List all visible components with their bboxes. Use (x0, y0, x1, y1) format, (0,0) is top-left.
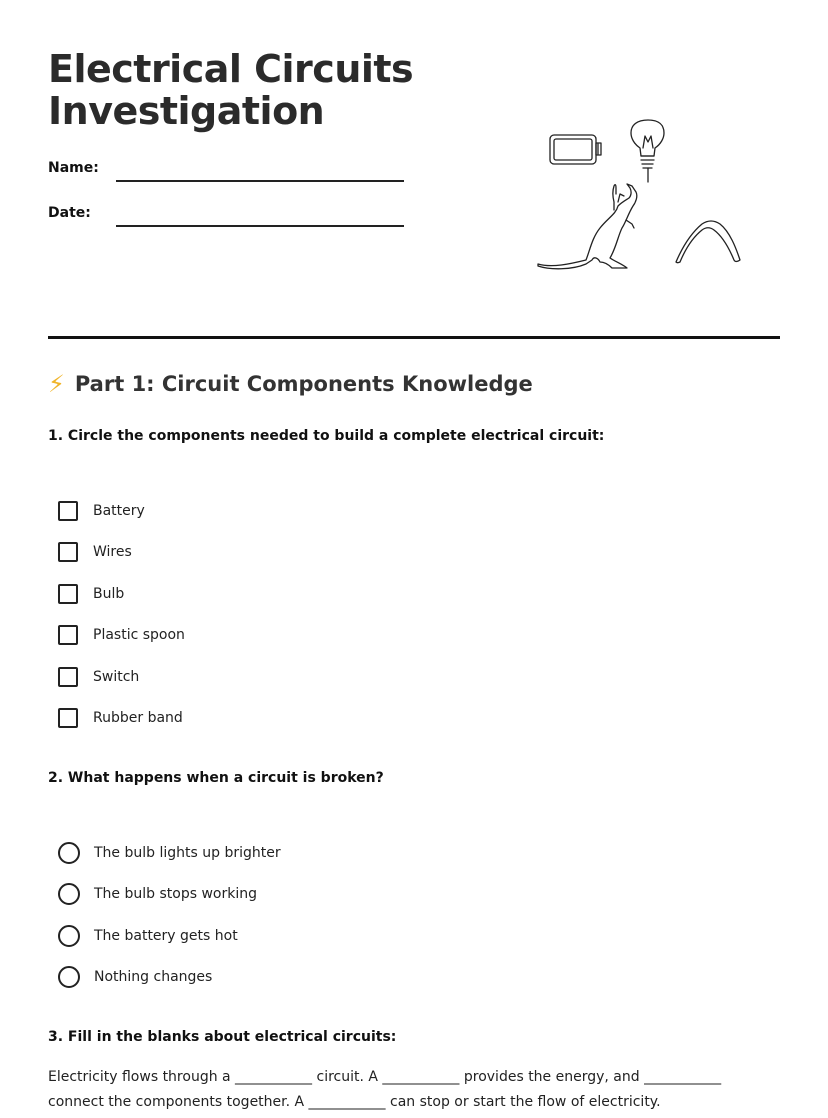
question-1-options (58, 490, 185, 739)
date-input[interactable] (116, 225, 404, 227)
checkbox[interactable] (58, 625, 78, 645)
checkbox-label: Wires (93, 544, 132, 561)
light-bulb-icon (631, 120, 664, 182)
question-2-options (58, 832, 281, 998)
name-field-row (48, 156, 408, 186)
name-label: Name: (48, 160, 99, 176)
date-label: Date: (48, 205, 91, 221)
boomerang-icon (676, 221, 740, 263)
question-2: 2. What happens when a circuit is broken? (48, 770, 384, 786)
name-input[interactable] (116, 180, 404, 182)
radio-label: Nothing changes (94, 969, 213, 986)
lightning-icon: ⚡ (48, 370, 65, 398)
radio-label: The bulb stops working (94, 886, 257, 903)
checkbox[interactable] (58, 667, 78, 687)
radio-button[interactable] (58, 966, 80, 988)
checkbox[interactable] (58, 542, 78, 562)
part1-heading-text: Part 1: Circuit Components Knowledge (74, 372, 533, 396)
radio-button[interactable] (58, 883, 80, 905)
radio-button[interactable] (58, 842, 80, 864)
checkbox-option[interactable] (58, 573, 185, 615)
radio-option[interactable] (58, 874, 281, 916)
checkbox-option[interactable] (58, 698, 185, 740)
radio-option[interactable] (58, 832, 281, 874)
checkbox-label: Plastic spoon (93, 627, 185, 644)
checkbox[interactable] (58, 584, 78, 604)
checkbox-label: Battery (93, 502, 145, 519)
fill-in-blanks-paragraph: Electricity flows through a ___________ circuit. A ___________ provides the energy, and ___________ connect the components together. A ___________ can stop or start the flow of electricity. (48, 1069, 722, 1110)
radio-button[interactable] (58, 925, 80, 947)
radio-label: The bulb lights up brighter (94, 844, 281, 861)
checkbox-option[interactable] (58, 656, 185, 698)
battery-icon (550, 135, 601, 164)
worksheet-title: Electrical Circuits Investigation (48, 47, 414, 133)
checkbox-label: Bulb (93, 585, 125, 602)
checkbox[interactable] (58, 501, 78, 521)
kangaroo-icon (538, 184, 637, 269)
checkbox-label: Rubber band (93, 710, 183, 727)
checkbox-option[interactable] (58, 532, 185, 574)
radio-option[interactable] (58, 915, 281, 957)
header-illustration (530, 110, 750, 280)
checkbox-label: Switch (93, 668, 140, 685)
part1-heading (48, 372, 533, 396)
date-field-row (48, 201, 408, 231)
radio-label: The battery gets hot (94, 927, 238, 944)
radio-option[interactable] (58, 957, 281, 999)
checkbox-option[interactable] (58, 615, 185, 657)
checkbox[interactable] (58, 708, 78, 728)
question-1: 1. Circle the components needed to build a complete electrical circuit: (48, 428, 605, 444)
question-3: 3. Fill in the blanks about electrical circuits: (48, 1029, 397, 1045)
checkbox-option[interactable] (58, 490, 185, 532)
section-divider (48, 336, 780, 339)
